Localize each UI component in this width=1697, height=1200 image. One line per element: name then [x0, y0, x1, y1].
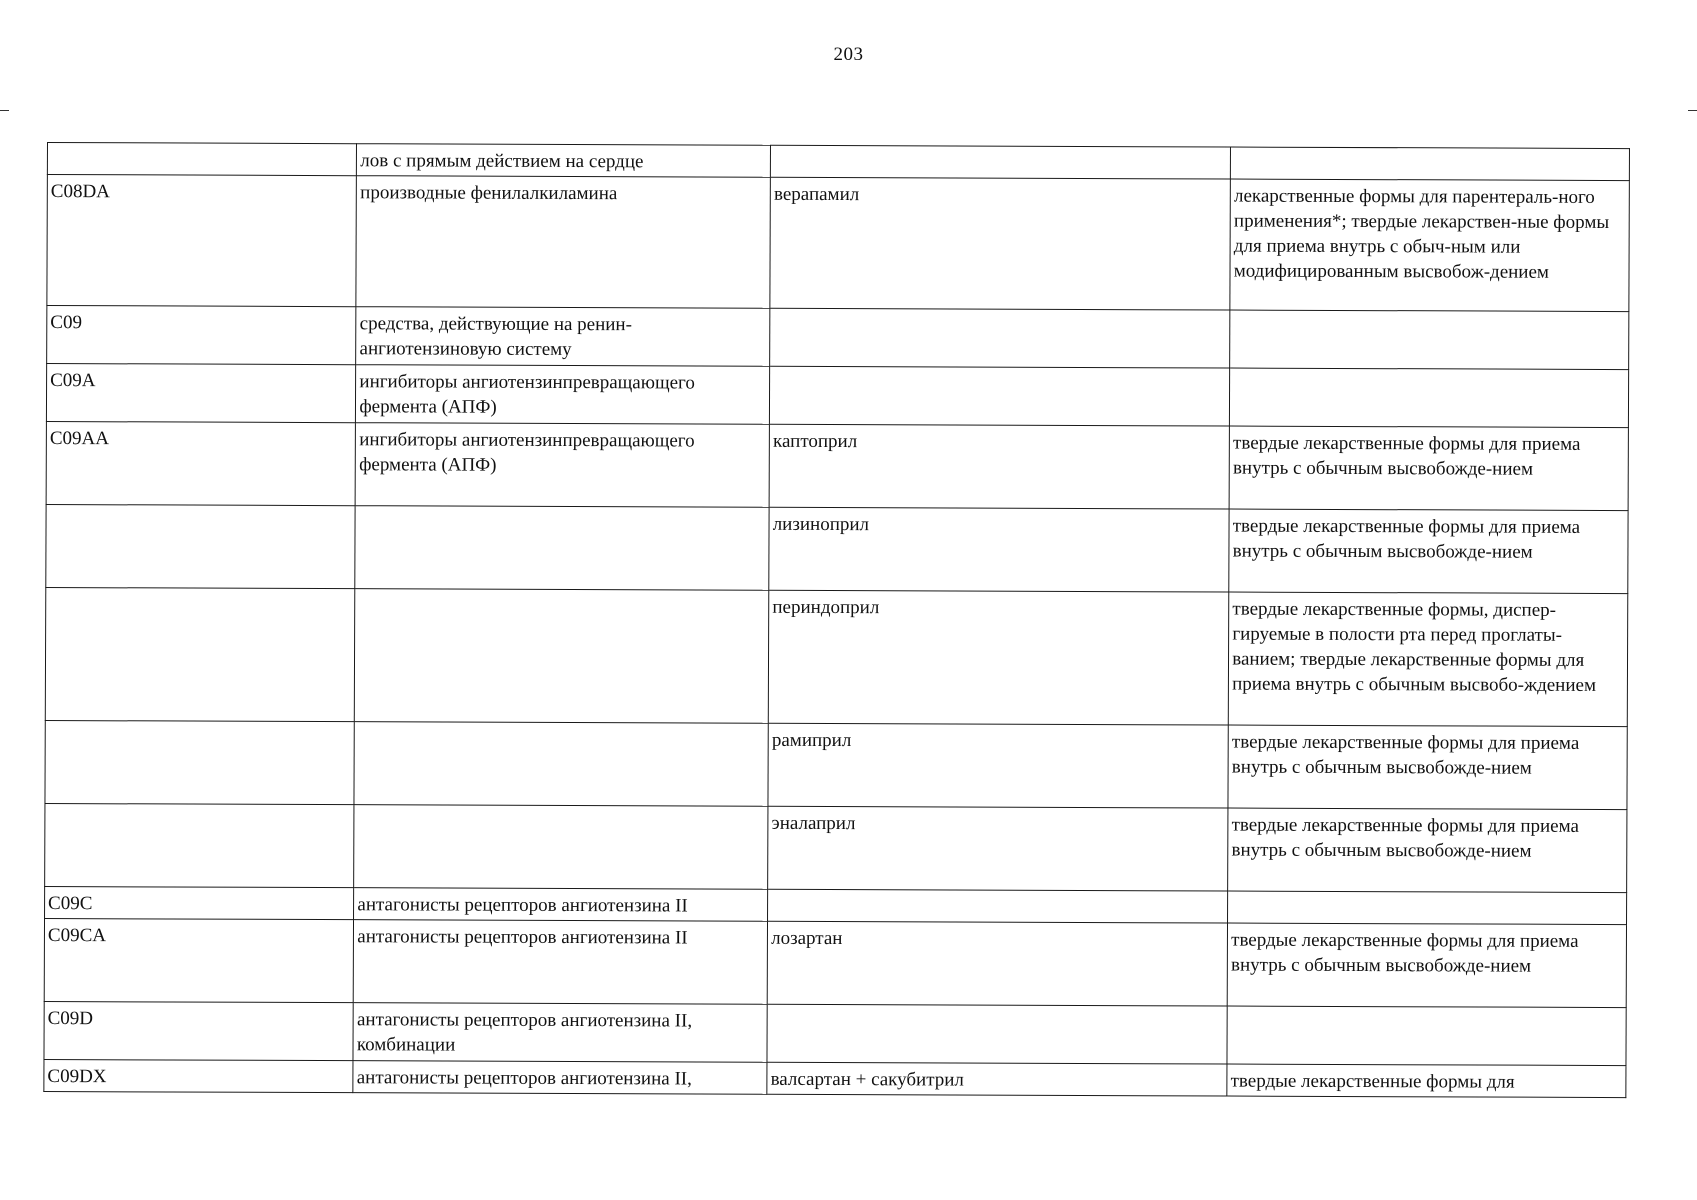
- atc-code-cell: [45, 803, 355, 887]
- anatomical-group-cell: антагонисты рецепторов ангиотензина II, комбинации: [353, 1003, 767, 1063]
- drug-name-cell: эналаприл: [768, 806, 1228, 891]
- table-row: [44, 918, 1626, 1007]
- dosage-form-cell: твердые лекарственные формы для приема внутрь с обычным высвобожде-нием: [1228, 808, 1627, 893]
- dosage-form-cell: твердые лекарственные формы для приема внутрь с обычным высвобожде-нием: [1229, 509, 1628, 594]
- anatomical-group-cell: производные фенилалкиламина: [356, 176, 770, 309]
- drug-name-cell: рамиприл: [768, 723, 1228, 808]
- atc-code-cell: [45, 720, 355, 804]
- table-row: [46, 421, 1628, 510]
- drug-name-cell: [771, 145, 1231, 179]
- drug-name-cell: [768, 889, 1228, 923]
- anatomical-group-cell: ингибиторы ангиотензинпревращающего фермента (АПФ): [355, 423, 769, 508]
- table-row: [46, 364, 1628, 428]
- atc-code-cell: C09DX: [44, 1059, 353, 1092]
- dosage-form-cell: [1230, 310, 1629, 370]
- dosage-form-cell: твердые лекарственные формы для приема внутрь с обычным высвобожде-нием: [1228, 725, 1627, 810]
- table-row: [44, 1059, 1626, 1097]
- atc-code-cell: C08DA: [47, 175, 357, 307]
- dosage-form-cell: [1227, 1006, 1626, 1066]
- drug-name-cell: периндоприл: [768, 590, 1229, 725]
- table-row: [44, 1001, 1626, 1065]
- drug-name-cell: лизиноприл: [769, 507, 1229, 592]
- dosage-form-cell: твердые лекарственные формы, диспер-гируемые в полости рта перед проглаты-ванием; твердые лекарственные формы для приема внутрь с обычным высвобо-ждением: [1228, 592, 1627, 727]
- table-row: [47, 306, 1629, 370]
- anatomical-group-cell: средства, действующие на ренин-ангиотензиновую систему: [356, 307, 770, 367]
- anatomical-group-cell: лов с прямым действием на сердце: [357, 144, 771, 178]
- anatomical-group-cell: ингибиторы ангиотензинпревращающего фермента (АПФ): [356, 365, 770, 425]
- atc-code-cell: [47, 143, 356, 176]
- drug-name-cell: каптоприл: [769, 424, 1229, 509]
- anatomical-group-cell: [355, 506, 769, 591]
- medication-table: [43, 142, 1630, 1098]
- drug-name-cell: [767, 1004, 1227, 1064]
- anatomical-group-cell: антагонисты рецепторов ангиотензина II,: [353, 1061, 767, 1095]
- dosage-form-cell: [1230, 368, 1629, 428]
- anatomical-group-cell: [354, 722, 768, 807]
- drug-name-cell: верапамил: [770, 177, 1231, 310]
- dosage-form-cell: [1231, 147, 1630, 181]
- table-row: [46, 504, 1628, 593]
- atc-code-cell: C09C: [45, 886, 354, 919]
- anatomical-group-cell: [354, 805, 768, 890]
- table-row: [45, 587, 1627, 726]
- drug-name-cell: [770, 308, 1230, 368]
- dosage-form-cell: твердые лекарственные формы для: [1227, 1064, 1626, 1098]
- anatomical-group-cell: антагонисты рецепторов ангиотензина II: [354, 888, 768, 922]
- dosage-form-cell: [1228, 891, 1627, 925]
- atc-code-cell: C09CA: [44, 918, 354, 1002]
- table-row: [45, 720, 1627, 809]
- atc-code-cell: C09A: [46, 364, 356, 423]
- table-row: [47, 175, 1629, 312]
- atc-code-cell: C09: [47, 306, 357, 365]
- atc-code-cell: C09D: [44, 1001, 354, 1060]
- right-margin-mark: [1688, 110, 1697, 111]
- drug-name-cell: лозартан: [767, 921, 1227, 1006]
- dosage-form-cell: лекарственные формы для парентераль-ного применения*; твердые лекарствен-ные формы для приема внутрь с обыч-ным или модифицированным высвобож-дением: [1230, 179, 1629, 312]
- page-number: 203: [833, 44, 864, 65]
- left-margin-mark: [0, 110, 9, 111]
- atc-code-cell: [46, 504, 356, 588]
- anatomical-group-cell: [355, 589, 769, 724]
- dosage-form-cell: твердые лекарственные формы для приема внутрь с обычным высвобожде-нием: [1227, 923, 1626, 1008]
- atc-code-cell: C09AA: [46, 421, 356, 505]
- anatomical-group-cell: антагонисты рецепторов ангиотензина II: [354, 920, 768, 1005]
- table-row: [45, 803, 1627, 892]
- atc-code-cell: [45, 587, 355, 721]
- drug-name-cell: [770, 366, 1230, 426]
- dosage-form-cell: твердые лекарственные формы для приема внутрь с обычным высвобожде-нием: [1229, 426, 1628, 511]
- drug-name-cell: валсартан + сакубитрил: [767, 1062, 1227, 1096]
